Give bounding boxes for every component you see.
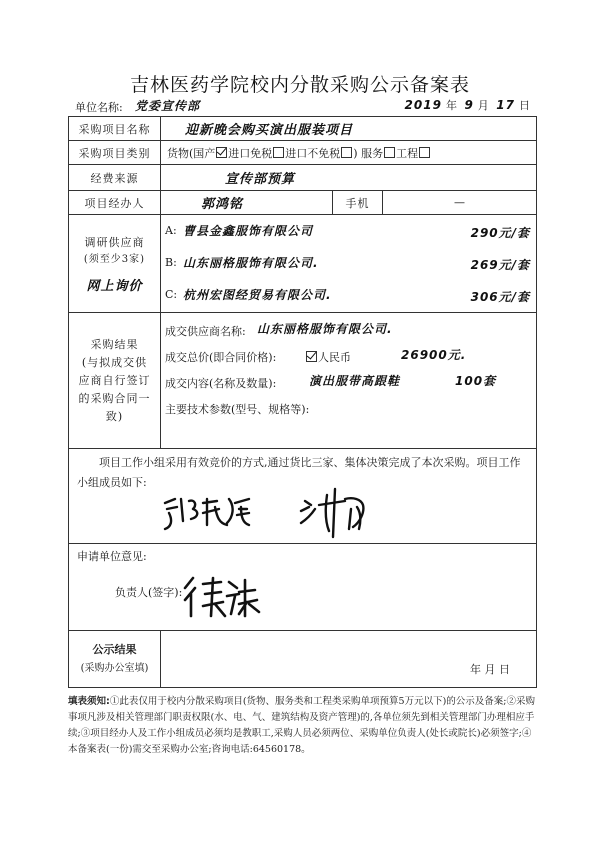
notes-heading: 填表须知: <box>68 696 110 707</box>
deal-total-line <box>165 343 530 369</box>
work-group-cell <box>69 449 537 544</box>
manager-value: 郭鸿铭 <box>161 191 333 215</box>
deal-total-value: 26900元. <box>401 348 467 362</box>
deal-content-line <box>165 369 530 395</box>
supplier-letter: C: <box>165 287 178 301</box>
member-signatures <box>69 449 535 543</box>
date-day-suffix: 日 <box>519 99 530 112</box>
signature-second-icon <box>301 489 363 537</box>
responsible-label: 负责人(签字): <box>115 586 183 599</box>
row-work-group <box>69 449 537 544</box>
result-label-line: (与拟成交供 <box>81 355 148 369</box>
project-name-value: 迎新晚会购买演出服装项目 <box>161 117 537 141</box>
notes-text: ①此表仅用于校内分散采购项目(货物、服务类和工程类采购单项预算5万元以下)的公示及备案;②采购事项凡涉及相关管理部门职责权限(水、电、气、建筑结构及资产管理)的,各单位须先到相关管理部门办理相应手续;③项目经办人及工作小组成员必须均是教职工,采购人员必须两位、采购单位负责人(处长或院长)必须签字;④本备案表(一份)需交至采购办公室;咨询电话:64560178。 <box>68 696 535 755</box>
apply-label: 申请单位意见: <box>77 550 147 563</box>
date-year-suffix: 年 <box>445 99 457 112</box>
checkbox-rmb <box>306 351 317 362</box>
supplier-price: 290元/套 <box>470 225 531 240</box>
apply-cell <box>69 544 537 631</box>
phone-label: 手机 <box>333 191 383 215</box>
supplier-name: 曹县金鑫服饰有限公司 <box>183 223 314 238</box>
survey-suppliers <box>161 215 537 313</box>
category-goods: 货物(国产 <box>167 146 216 160</box>
page-title: 吉林医药学院校内分散采购公示备案表 <box>129 74 470 96</box>
result-details <box>161 313 537 449</box>
supplier-letter: B: <box>165 255 177 269</box>
checkbox-project <box>419 147 430 158</box>
result-label-line: 应商自行签订 <box>78 373 151 387</box>
row-public <box>69 631 537 688</box>
result-label-cell <box>69 313 161 449</box>
date-month-suffix: 月 <box>477 99 489 112</box>
tech-line <box>165 395 530 421</box>
deal-currency-wrap <box>305 349 351 365</box>
result-label-line: 的采购合同一 <box>78 391 151 405</box>
public-date: 年 月 日 <box>470 663 511 676</box>
supplier-name: 山东丽格服饰有限公司. <box>183 255 319 270</box>
checkbox-import-nonfree <box>273 147 284 158</box>
public-sub: (采购办公室填) <box>80 663 149 674</box>
unit-name: 党委宣传部 <box>135 99 201 113</box>
deal-content-value: 演出服带高跟鞋 <box>309 374 401 388</box>
work-text: 项目工作小组采用有效竞价的方式,通过货比三家、集体决策完成了本次采购。项目工作小组成员如下: <box>77 456 521 489</box>
work-group-area <box>69 449 536 543</box>
row-category <box>69 141 537 165</box>
deal-supplier-label: 成交供应商名称: <box>165 325 246 338</box>
phone-value: — <box>383 191 537 215</box>
category-close: ) <box>353 146 358 160</box>
survey-label-2: (须至少3家) <box>83 253 146 265</box>
survey-label-1: 调研供应商 <box>84 235 145 249</box>
row-apply <box>69 544 537 631</box>
supplier-name: 杭州宏图经贸易有限公司. <box>183 287 332 302</box>
row-fund <box>69 165 537 191</box>
category-project: 工程 <box>396 146 419 160</box>
public-label-cell <box>69 631 161 688</box>
deal-total-label: 成交总价(即合同价格): <box>165 351 277 364</box>
row-project-name <box>69 117 537 141</box>
apply-area <box>69 544 536 630</box>
unit-line <box>75 97 530 115</box>
category-service: 服务 <box>361 146 384 160</box>
result-label-line: 致) <box>105 409 124 423</box>
public-label-area <box>69 631 160 687</box>
category-import-nonfree: 进口不免税 <box>285 146 341 160</box>
supplier-price: 269元/套 <box>470 257 531 272</box>
result-label-line: 采购结果 <box>90 337 139 351</box>
public-label: 公示结果 <box>92 643 137 656</box>
date <box>401 97 530 113</box>
supplier-c <box>165 280 530 312</box>
category-import-free: 进口免税 <box>228 146 273 160</box>
deal-supplier-line <box>165 317 530 343</box>
public-result-area <box>161 631 536 687</box>
checkbox-import-free <box>216 147 227 158</box>
row-survey <box>69 215 537 313</box>
category-label: 采购项目类别 <box>69 141 161 165</box>
supplier-price: 306元/套 <box>470 289 531 304</box>
deal-currency: 人民币 <box>318 351 351 364</box>
row-manager <box>69 191 537 215</box>
deal-content-label: 成交内容(名称及数量): <box>165 377 277 390</box>
deal-supplier-value: 山东丽格服饰有限公司. <box>257 322 393 336</box>
fill-notes <box>68 694 536 758</box>
row-result <box>69 313 537 449</box>
unit-label: 单位名称: <box>75 101 123 114</box>
signature-guo-icon <box>165 499 249 529</box>
responsible-signature-icon <box>69 544 535 630</box>
filing-table <box>68 116 537 688</box>
checkbox-import-nonfree-close <box>341 147 352 158</box>
manager-label: 项目经办人 <box>69 191 161 215</box>
checkbox-service <box>384 147 395 158</box>
category-options <box>161 141 537 165</box>
survey-method: 网上询价 <box>86 278 143 294</box>
fund-label: 经费来源 <box>69 165 161 191</box>
supplier-b <box>165 248 530 280</box>
fund-value: 宣传部预算 <box>161 165 537 191</box>
public-result-cell <box>161 631 537 688</box>
deal-quantity: 100套 <box>455 374 497 388</box>
tech-label: 主要技术参数(型号、规格等): <box>165 403 310 416</box>
date-year: 2019 <box>404 98 442 112</box>
date-month: 9 <box>464 98 474 112</box>
date-day: 17 <box>496 98 515 112</box>
survey-label-cell <box>69 215 161 313</box>
project-name-label: 采购项目名称 <box>69 117 161 141</box>
supplier-a <box>165 216 530 248</box>
supplier-letter: A: <box>165 223 177 237</box>
